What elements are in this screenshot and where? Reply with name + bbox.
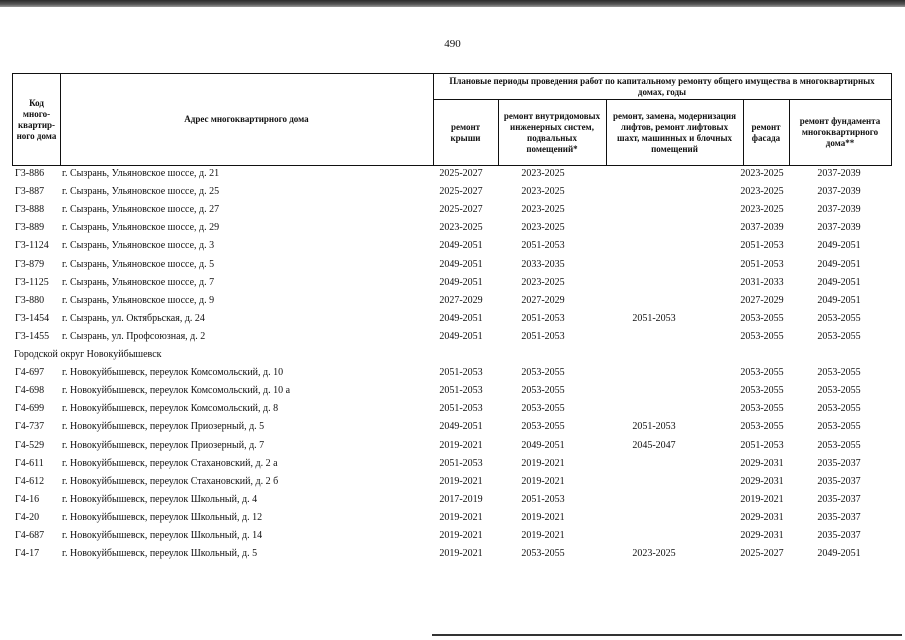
row-foundation: 2053-2055 [817,439,861,451]
row-engineering: 2051-2053 [521,330,565,342]
row-address: г. Новокуйбышевск, переулок Стахановский, д. 2 б [62,475,279,487]
row-roof: 2019-2021 [439,439,483,451]
row-roof: 2049-2051 [439,240,483,252]
table-row [14,256,894,274]
row-engineering: 2051-2053 [521,493,565,505]
row-address: г. Новокуйбышевск, переулок Приозерный, д. 5 [62,421,265,433]
row-address: г. Сызрань, Ульяновское шоссе, д. 9 [62,294,215,306]
row-roof: 2025-2027 [439,168,483,179]
row-address: г. Сызрань, Ульяновское шоссе, д. 7 [62,276,215,288]
row-facade: 2051-2053 [740,258,784,270]
row-foundation: 2053-2055 [817,367,861,379]
row-code: Г3-1455 [15,330,50,342]
row-code: Г4-17 [15,548,40,560]
header-roof: ремонт крыши [450,121,481,143]
table-row [14,292,894,310]
row-foundation: 2053-2055 [817,330,861,342]
row-roof: 2051-2053 [439,403,483,415]
row-foundation: 2035-2037 [817,457,861,469]
table-row [14,310,894,328]
table-row [14,509,894,527]
row-foundation: 2049-2051 [817,548,861,560]
row-foundation: 2049-2051 [817,240,861,252]
row-facade: 2053-2055 [740,385,784,397]
row-address: г. Сызрань, Ульяновское шоссе, д. 21 [62,168,220,179]
row-foundation: 2053-2055 [817,385,861,397]
row-foundation: 2035-2037 [817,530,861,541]
row-code: Г3-879 [15,258,45,270]
row-foundation: 2049-2051 [817,258,861,270]
row-facade: 2029-2031 [740,530,784,541]
header-facade: ремонт фасада [751,121,781,143]
row-lift: 2051-2053 [632,421,676,433]
row-foundation: 2035-2037 [817,493,861,505]
row-engineering: 2053-2055 [521,421,565,433]
row-code: Г4-698 [15,385,45,397]
row-foundation: 2053-2055 [817,403,861,415]
row-roof: 2025-2027 [439,204,483,216]
row-engineering: 2051-2053 [521,240,565,252]
header-engineering: ремонт внутридомовых инженерных систем, подвальных помещений* [503,110,601,154]
row-code: Г4-611 [15,457,44,469]
row-facade: 2053-2055 [740,367,784,379]
row-engineering: 2053-2055 [521,548,565,560]
row-facade: 2031-2033 [740,276,784,288]
row-foundation: 2049-2051 [817,294,861,306]
row-address: г. Новокуйбышевск, переулок Комсомольский, д. 10 а [62,385,291,397]
row-engineering: 2023-2025 [521,186,565,198]
row-facade: 2019-2021 [740,493,784,505]
row-lift: 2051-2053 [632,312,676,324]
row-engineering: 2053-2055 [521,403,565,415]
row-engineering: 2023-2025 [521,204,565,216]
table-row [14,473,894,491]
row-facade: 2051-2053 [740,240,784,252]
row-foundation: 2037-2039 [817,168,861,179]
row-roof: 2049-2051 [439,258,483,270]
row-lift: 2045-2047 [632,439,676,451]
table-row [14,382,894,400]
row-roof: 2025-2027 [439,186,483,198]
row-facade: 2053-2055 [740,312,784,324]
row-address: г. Новокуйбышевск, переулок Школьный, д. 5 [62,548,258,560]
row-foundation: 2035-2037 [817,511,861,523]
row-engineering: 2053-2055 [521,385,565,397]
row-address: г. Сызрань, ул. Октябрьская, д. 24 [62,312,205,324]
header-periods-title: Плановые периоды проведения работ по капитальному ремонту общего имущества в многоквартирных домах, годы [449,76,875,97]
row-address: г. Сызрань, Ульяновское шоссе, д. 25 [62,186,220,198]
row-foundation: 2053-2055 [817,312,861,324]
row-facade: 2053-2055 [740,403,784,415]
scan-bottom-line [432,634,902,636]
table-row [14,219,894,237]
row-facade: 2023-2025 [740,186,784,198]
row-address: г. Новокуйбышевск, переулок Приозерный, д. 7 [62,439,265,451]
row-roof: 2023-2025 [439,222,483,234]
row-roof: 2049-2051 [439,330,483,342]
row-code: Г3-1124 [15,240,49,252]
row-address: г. Новокуйбышевск, переулок Школьный, д. 4 [62,493,258,505]
row-roof: 2049-2051 [439,421,483,433]
row-roof: 2051-2053 [439,457,483,469]
row-roof: 2017-2019 [439,493,483,505]
header-code: Код много-квартир-ного дома [16,97,57,141]
row-address: г. Сызрань, Ульяновское шоссе, д. 29 [62,222,220,234]
row-code: Г4-529 [15,439,45,451]
table-row [14,328,894,346]
row-lift: 2023-2025 [632,548,676,560]
row-code: Г3-888 [15,204,45,216]
table-row [14,364,894,382]
row-address: г. Сызрань, Ульяновское шоссе, д. 27 [62,204,220,216]
row-code: Г3-886 [15,168,45,179]
row-engineering: 2019-2021 [521,530,565,541]
row-facade: 2025-2027 [740,548,784,560]
row-code: Г3-887 [15,186,45,198]
row-address: г. Новокуйбышевск, переулок Стахановский, д. 2 а [62,457,278,469]
section-title: Городской округ Новокуйбышевск [14,349,162,360]
row-code: Г4-612 [15,475,45,487]
row-facade: 2053-2055 [740,421,784,433]
row-code: Г4-20 [15,511,40,523]
header-address: Адрес многоквартирного дома [184,114,309,124]
header-foundation: ремонт фундамента многоквартирного дома** [799,116,881,148]
row-facade: 2029-2031 [740,457,784,469]
row-code: Г4-737 [15,421,45,433]
row-code: Г3-1125 [15,276,49,288]
row-facade: 2023-2025 [740,204,784,216]
row-engineering: 2023-2025 [521,276,565,288]
row-facade: 2037-2039 [740,222,784,234]
row-address: г. Новокуйбышевск, переулок Комсомольский, д. 10 [62,367,284,379]
row-facade: 2027-2029 [740,294,784,306]
row-foundation: 2049-2051 [817,276,861,288]
scan-top-edge [0,0,905,7]
row-address: г. Новокуйбышевск, переулок Школьный, д. 12 [62,511,263,523]
row-code: Г3-1454 [15,312,50,324]
page-number: 490 [444,38,461,50]
row-roof: 2051-2053 [439,385,483,397]
row-code: Г4-16 [15,493,40,505]
row-address: г. Сызрань, ул. Профсоюзная, д. 2 [62,330,206,342]
row-foundation: 2037-2039 [817,204,861,216]
row-roof: 2049-2051 [439,276,483,288]
row-code: Г4-687 [15,530,45,541]
row-roof: 2019-2021 [439,530,483,541]
table-row [14,437,894,455]
row-roof: 2027-2029 [439,294,483,306]
table-row [14,274,894,292]
row-engineering: 2027-2029 [521,294,565,306]
table-row [14,418,894,436]
row-roof: 2019-2021 [439,475,483,487]
row-engineering: 2019-2021 [521,457,565,469]
row-facade: 2029-2031 [740,475,784,487]
table-row [14,400,894,418]
row-engineering: 2019-2021 [521,475,565,487]
table-row [14,455,894,473]
table-header [12,73,892,166]
row-engineering: 2053-2055 [521,367,565,379]
row-address: г. Сызрань, Ульяновское шоссе, д. 3 [62,240,215,252]
table-row [14,237,894,255]
row-code: Г4-697 [15,367,45,379]
row-foundation: 2035-2037 [817,475,861,487]
row-engineering: 2019-2021 [521,511,565,523]
table-row [14,201,894,219]
row-facade: 2023-2025 [740,168,784,179]
row-foundation: 2037-2039 [817,186,861,198]
row-engineering: 2051-2053 [521,312,565,324]
header-lift: ремонт, замена, модернизация лифтов, ремонт лифтовых шахт, машинных и блочных помещений [613,110,736,154]
row-code: Г3-889 [15,222,45,234]
row-engineering: 2023-2025 [521,168,565,179]
row-address: г. Новокуйбышевск, переулок Комсомольский, д. 8 [62,403,279,415]
row-facade: 2029-2031 [740,511,784,523]
table-row [14,545,894,563]
row-roof: 2049-2051 [439,312,483,324]
row-foundation: 2053-2055 [817,421,861,433]
table-row [14,165,894,183]
row-engineering: 2033-2035 [521,258,565,270]
table-row [14,491,894,509]
row-foundation: 2037-2039 [817,222,861,234]
row-roof: 2019-2021 [439,511,483,523]
row-facade: 2053-2055 [740,330,784,342]
row-code: Г4-699 [15,403,45,415]
row-engineering: 2023-2025 [521,222,565,234]
row-roof: 2019-2021 [439,548,483,560]
row-address: г. Новокуйбышевск, переулок Школьный, д. 14 [62,530,263,541]
row-code: Г3-880 [15,294,45,306]
row-engineering: 2049-2051 [521,439,565,451]
table-row [14,183,894,201]
row-address: г. Сызрань, Ульяновское шоссе, д. 5 [62,258,215,270]
row-roof: 2051-2053 [439,367,483,379]
table-row [14,527,894,545]
row-facade: 2051-2053 [740,439,784,451]
